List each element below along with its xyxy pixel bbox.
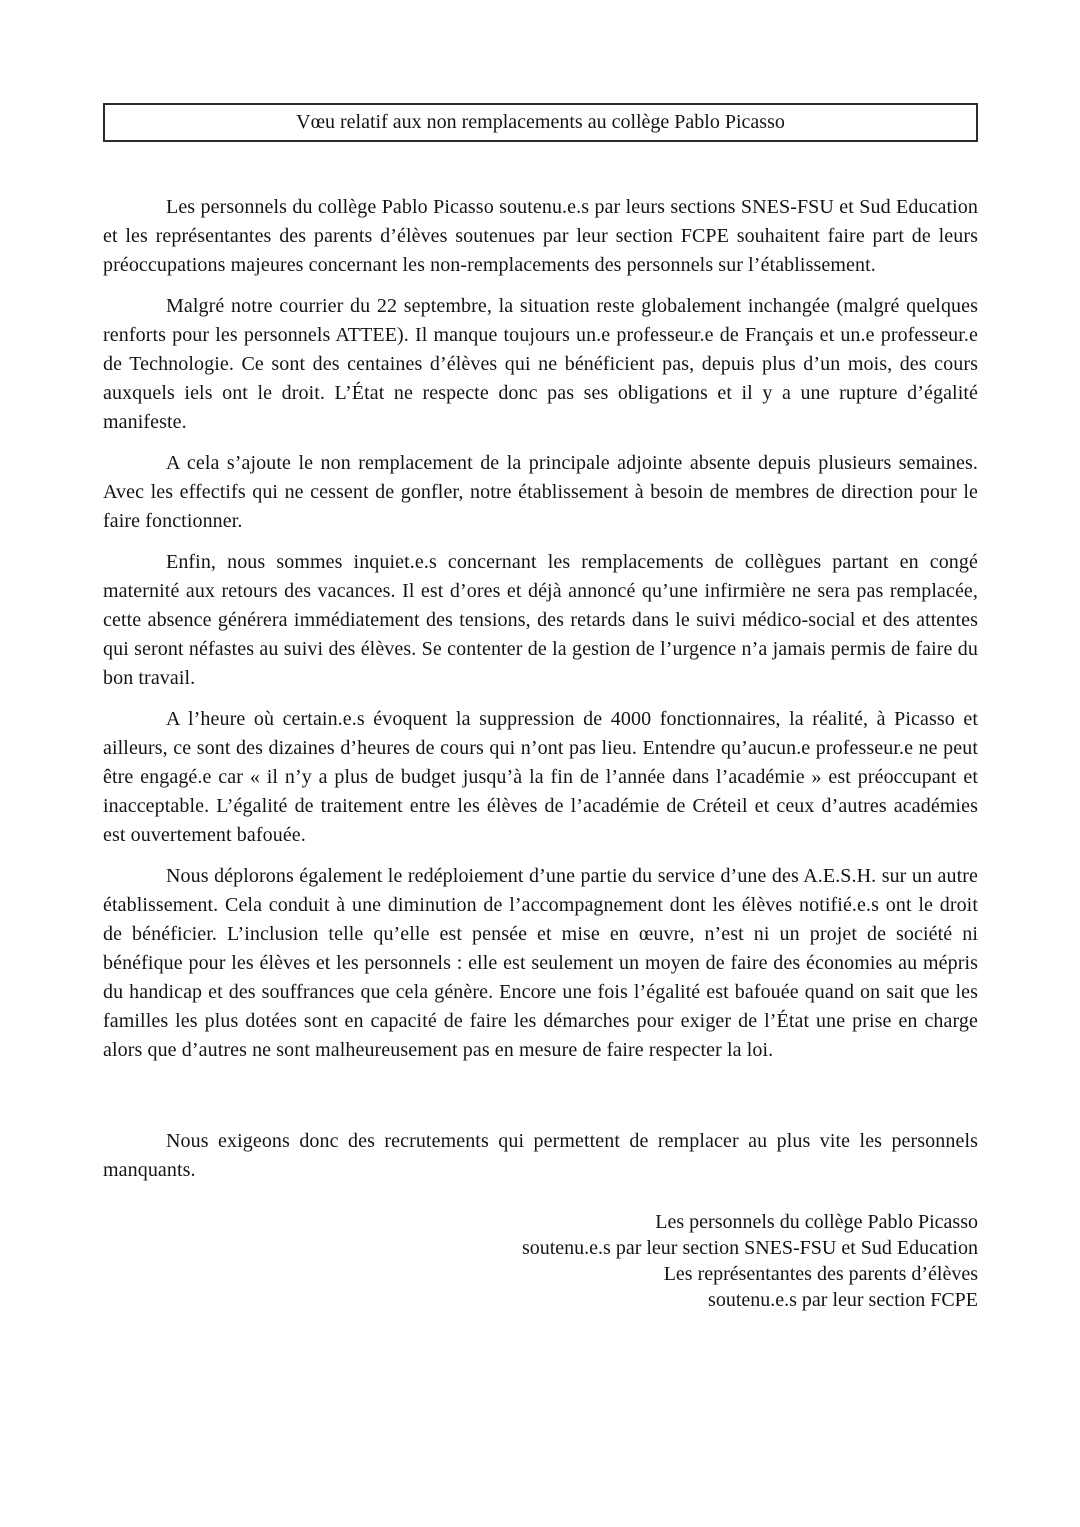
paragraph-suppressions: A l’heure où certain.e.s évoquent la suppression de 4000 fonctionnaires, la réalité, à Picasso et ailleurs, ce sont des dizaines d’heures de cours qui n’ont pas lieu. Entendre qu’aucun.e professeur.e ne peut être engagé.e car « il n’y a plus de budget jusqu’à la fin de l’année dans l’académie » est préoccupant et inacceptable. L’égalité de traitement entre les élèves de l’académie de Créteil et ceux d’autres académies est ouvertement bafouée. xyxy=(103,708,978,846)
document-body xyxy=(103,193,978,1313)
paragraph-conges-maternite: Enfin, nous sommes inquiet.e.s concernant les remplacements de collègues partant en congé maternité aux retours des vacances. Il est d’ores et déjà annoncé qu’une infirmière ne sera pas remplacée, cette absence générera immédiatement des tensions, des retards dans le suivi médico-social et des attentes qui seront néfastes au suivi des élèves. Se contenter de la gestion de l’urgence n’a jamais permis de faire du bon travail. xyxy=(103,551,978,689)
signature-block xyxy=(103,1209,978,1313)
signature-line-sections: soutenu.e.s par leur section SNES-FSU et Sud Education xyxy=(521,1237,978,1259)
signature-line-parents: Les représentantes des parents d’élèves xyxy=(663,1263,978,1285)
document-title: Vœu relatif aux non remplacements au collège Pablo Picasso xyxy=(296,111,785,133)
paragraph-principale-adjointe: A cela s’ajoute le non remplacement de la principale adjointe absente depuis plusieurs semaines. Avec les effectifs qui ne cessent de gonfler, notre établissement à besoin de membres de direction pour le faire fonctionner. xyxy=(103,452,978,532)
paragraph-aesh: Nous déplorons également le redéploiement d’une partie du service d’une des A.E.S.H. sur un autre établissement. Cela conduit à une diminution de l’accompagnement dont les élèves notifié.e.s ont le droit de bénéficier. L’inclusion telle qu’elle est pensée et mise en œuvre, n’est ni un projet de société ni bénéfique pour les élèves et les personnels : elle est seulement un moyen de faire des économies au mépris du handicap et des souffrances que cela génère. Encore une fois l’égalité est bafouée quand on sait que les familles les plus dotées sont en capacité de faire les démarches pour exiger de l’État une prise en charge alors que d’autres ne sont malheureusement pas en mesure de faire respecter la loi. xyxy=(103,865,978,1061)
paragraph-intro: Les personnels du collège Pablo Picasso soutenu.e.s par leurs sections SNES-FSU et Sud Education et les représentantes des parents d’élèves soutenues par leur section FCPE souhaitent faire part de leurs préoccupations majeures concernant les non-remplacements des personnels sur l’établissement. xyxy=(103,196,978,276)
paragraph-situation: Malgré notre courrier du 22 septembre, la situation reste globalement inchangée (malgré quelques renforts pour les personnels ATTEE). Il manque toujours un.e professeur.e de Français et un.e professeur.e de Technologie. Ce sont des centaines d’élèves qui ne bénéficient pas, depuis plus d’un mois, des cours auxquels iels ont le droit. L’État ne respecte donc pas ses obligations et il y a une rupture d’égalité manifeste. xyxy=(103,295,978,433)
signature-line-fcpe: soutenu.e.s par leur section FCPE xyxy=(708,1289,978,1311)
signature-line-personnels: Les personnels du collège Pablo Picasso xyxy=(655,1211,978,1233)
title-box xyxy=(103,103,978,142)
paragraph-conclusion: Nous exigeons donc des recrutements qui permettent de remplacer au plus vite les personnels manquants. xyxy=(103,1130,978,1181)
